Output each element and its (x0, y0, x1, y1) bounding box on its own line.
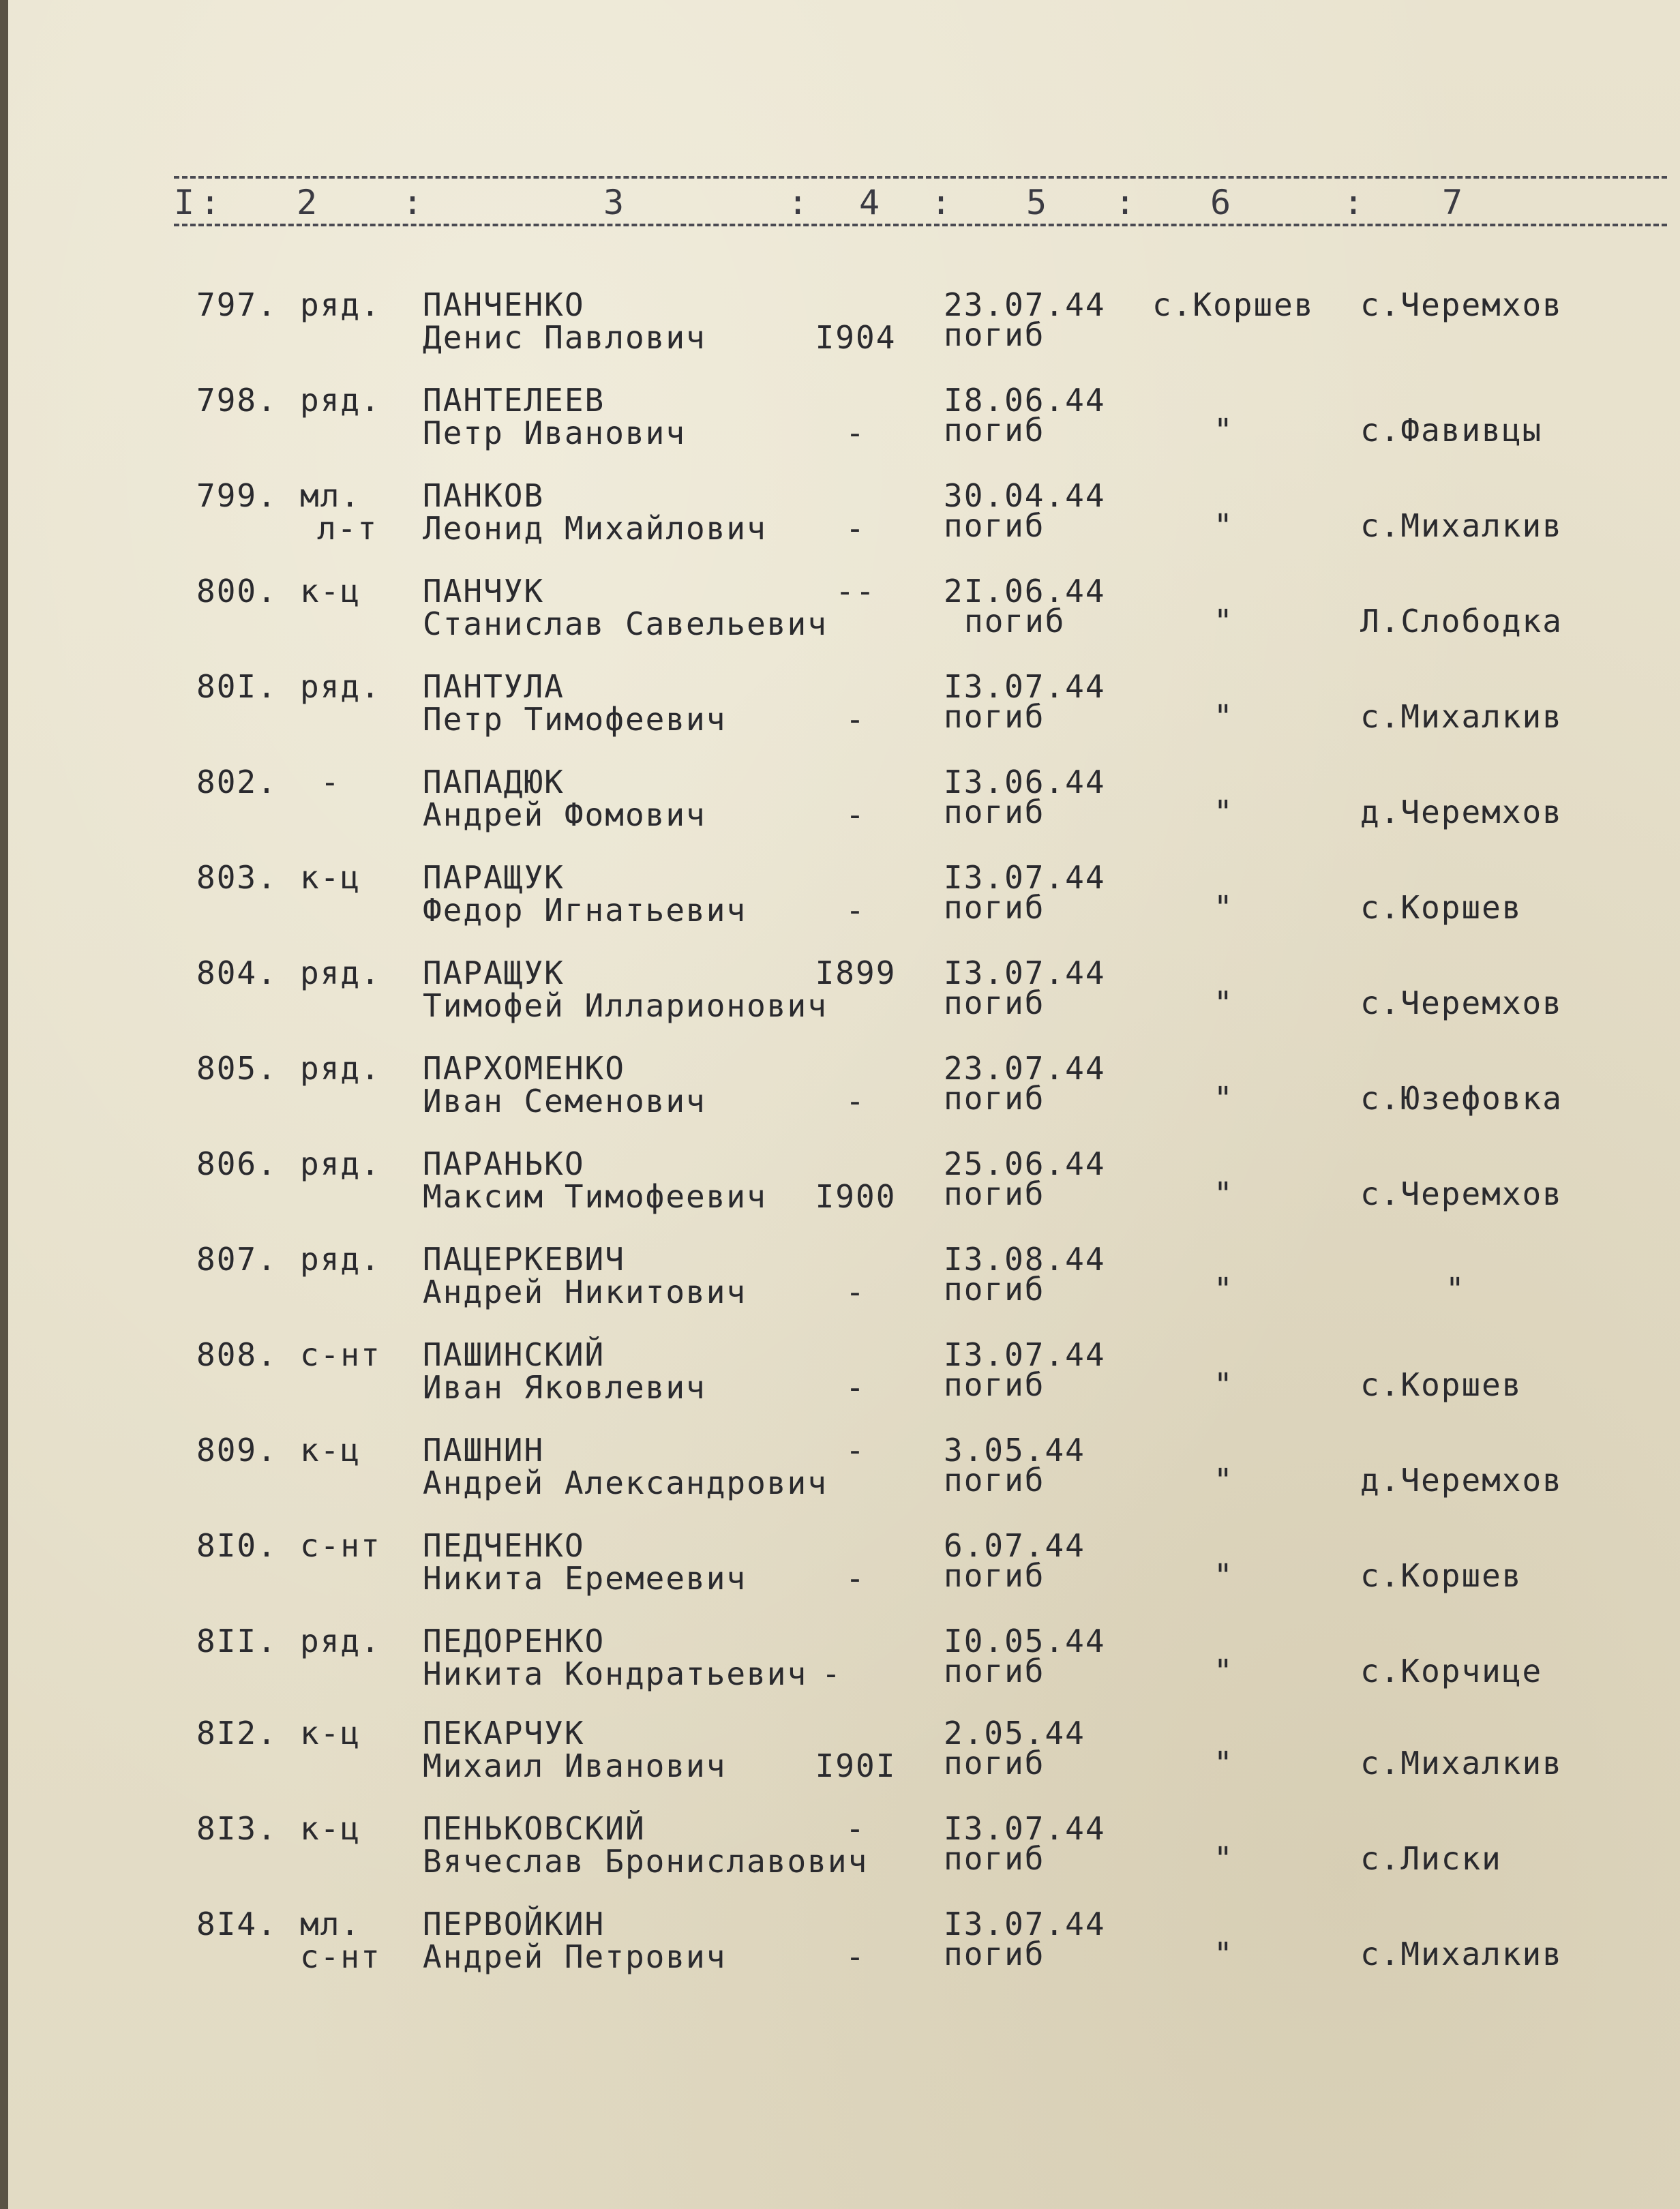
place-column-7: с.Михалкив (1360, 507, 1563, 544)
column-number-1: I (174, 183, 195, 222)
rank: ряд. (300, 1145, 381, 1182)
surname: ПАПАДЮК (423, 764, 565, 800)
ditto-mark: " (1214, 985, 1234, 1021)
column-separator: : (1115, 183, 1136, 222)
given-name: Михаил Иванович (423, 1747, 727, 1784)
rank: к-ц (300, 1715, 361, 1752)
death-date: I0.05.44 (944, 1623, 1106, 1659)
birth-year: I899 (815, 955, 897, 991)
rank: с-нт (300, 1527, 381, 1564)
table-row (0, 1715, 1680, 1797)
status: погиб (944, 1653, 1045, 1689)
death-date: 25.06.44 (944, 1145, 1106, 1182)
column-number-4: 4 (859, 183, 880, 222)
surname: ПЕНЬКОВСКИЙ (423, 1810, 646, 1847)
rank-continued: л-т (317, 510, 378, 547)
given-name: Петр Тимофеевич (423, 701, 727, 738)
ditto-mark: " (1214, 1936, 1234, 1972)
birth-year: - (845, 1083, 866, 1119)
table-row (0, 955, 1680, 1036)
given-name: Иван Семенович (423, 1083, 706, 1119)
death-date: 6.07.44 (944, 1527, 1085, 1564)
table-row (0, 382, 1680, 464)
table-row (0, 286, 1680, 368)
place-column-7: с.Юзефовка (1360, 1080, 1563, 1117)
status: погиб (944, 794, 1045, 830)
death-date: 2I.06.44 (944, 573, 1106, 610)
status: погиб (944, 1175, 1045, 1212)
place-column-7: с.Коршев (1360, 1557, 1522, 1594)
record-number: 797. (196, 286, 278, 323)
surname: ПАРАЩУК (423, 859, 565, 896)
death-date: I3.07.44 (944, 859, 1106, 896)
rank: ряд. (300, 1241, 381, 1278)
surname: ПАНКОВ (423, 477, 545, 514)
table-row (0, 668, 1680, 750)
status: погиб (944, 316, 1045, 353)
surname: ПЕДЧЕНКО (423, 1527, 585, 1564)
place-column-7: с.Черемхов (1360, 286, 1563, 323)
given-name: Андрей Петрович (423, 1938, 727, 1975)
death-date: 30.04.44 (944, 477, 1106, 514)
status: погиб (944, 1840, 1045, 1877)
status: погиб (944, 1745, 1045, 1782)
given-name: Максим Тимофеевич (423, 1178, 767, 1215)
given-name: Петр Иванович (423, 415, 687, 451)
given-name: Тимофей Илларионович (423, 987, 828, 1024)
death-date: I3.07.44 (944, 1336, 1106, 1373)
record-number: 8I4. (196, 1906, 278, 1942)
place-column-7: Л.Слободка (1360, 603, 1563, 640)
status: погиб (944, 507, 1045, 544)
rank: ряд. (300, 286, 381, 323)
status: погиб (944, 698, 1045, 735)
record-number: 807. (196, 1241, 278, 1278)
surname: ПАНЧУК (423, 573, 545, 610)
birth-year: - (845, 1274, 866, 1310)
surname: ПАШИНСКИЙ (423, 1336, 605, 1373)
ditto-mark: " (1214, 1175, 1234, 1212)
column-separator: : (787, 183, 809, 222)
given-name: Андрей Фомович (423, 796, 706, 833)
column-header (174, 183, 1667, 224)
table-row (0, 1145, 1680, 1227)
table-row (0, 1336, 1680, 1418)
ditto-mark: " (1214, 1462, 1234, 1499)
birth-year: - (845, 1369, 866, 1406)
ditto-mark: " (1214, 1653, 1234, 1689)
death-date: I3.07.44 (944, 1810, 1106, 1847)
birth-year: - (845, 796, 866, 833)
status: погиб (944, 1366, 1045, 1403)
death-date: I3.06.44 (944, 764, 1106, 800)
death-date: I3.07.44 (944, 955, 1106, 991)
place-column-7: с.Михалкив (1360, 1745, 1563, 1782)
given-name: Вячеслав Брониславович (423, 1843, 869, 1880)
rank: к-ц (300, 573, 361, 610)
ditto-mark: " (1214, 507, 1234, 544)
column-separator: : (200, 183, 221, 222)
place-column-7: с.Черемхов (1360, 985, 1563, 1021)
ditto-mark: " (1214, 889, 1234, 926)
ditto-mark: " (1214, 1557, 1234, 1594)
record-number: 800. (196, 573, 278, 610)
status: погиб (944, 1080, 1045, 1117)
rank: ряд. (300, 1050, 381, 1087)
given-name: Никита Еремеевич (423, 1560, 747, 1597)
birth-year: - (845, 1810, 866, 1847)
status: погиб (964, 603, 1066, 640)
header-rule-top (174, 176, 1667, 179)
place-column-7: с.Фавивцы (1360, 412, 1543, 449)
table-row (0, 764, 1680, 845)
death-date: 23.07.44 (944, 286, 1106, 323)
birth-year: - (845, 892, 866, 929)
death-date: I3.07.44 (944, 1906, 1106, 1942)
ditto-mark: " (1214, 1080, 1234, 1117)
given-name: Андрей Никитович (423, 1274, 747, 1310)
birth-year: I904 (815, 319, 897, 356)
status: погиб (944, 1557, 1045, 1594)
table-row (0, 859, 1680, 941)
birth-year: I90I (815, 1747, 897, 1784)
surname: ПАРХОМЕНКО (423, 1050, 625, 1087)
table-row (0, 573, 1680, 655)
record-number: 799. (196, 477, 278, 514)
ditto-mark: " (1214, 794, 1234, 830)
given-name: Никита Кондратьевич (423, 1655, 808, 1692)
ditto-mark: " (1214, 603, 1234, 640)
place-column-7: с.Михалкив (1360, 698, 1563, 735)
status: погиб (944, 1462, 1045, 1499)
ditto-mark: " (1445, 1271, 1466, 1308)
place-column-6: с.Коршев (1152, 286, 1315, 323)
death-date: I8.06.44 (944, 382, 1106, 419)
place-column-7: с.Михалкив (1360, 1936, 1563, 1972)
ditto-mark: " (1214, 1271, 1234, 1308)
rank: к-ц (300, 1432, 361, 1469)
rank: ряд. (300, 382, 381, 419)
record-number: 802. (196, 764, 278, 800)
record-number: 803. (196, 859, 278, 896)
rank: с-нт (300, 1336, 381, 1373)
status: погиб (944, 412, 1045, 449)
given-name: Станислав Савельевич (423, 605, 828, 642)
place-column-7: д.Черемхов (1360, 1462, 1563, 1499)
birth-year: - (845, 1938, 866, 1975)
ditto-mark: " (1214, 1840, 1234, 1877)
table-row (0, 1623, 1680, 1704)
place-column-7: с.Коршев (1360, 1366, 1522, 1403)
status: погиб (944, 1936, 1045, 1972)
surname: ПАНТУЛА (423, 668, 565, 705)
surname: ПЕДОРЕНКО (423, 1623, 605, 1659)
surname: ПАШНИН (423, 1432, 545, 1469)
place-column-7: с.Лиски (1360, 1840, 1502, 1877)
column-number-5: 5 (1026, 183, 1047, 222)
rank: мл. (300, 477, 361, 514)
column-number-6: 6 (1210, 183, 1231, 222)
record-number: 8I2. (196, 1715, 278, 1752)
status: погиб (944, 1271, 1045, 1308)
surname: ПАНЧЕНКО (423, 286, 585, 323)
birth-year: - (845, 701, 866, 738)
table-row (0, 1050, 1680, 1132)
column-separator: : (402, 183, 423, 222)
place-column-7: д.Черемхов (1360, 794, 1563, 830)
surname: ПАРАЩУК (423, 955, 565, 991)
rank: к-ц (300, 1810, 361, 1847)
record-number: 808. (196, 1336, 278, 1373)
rank: ряд. (300, 1623, 381, 1659)
record-number: 806. (196, 1145, 278, 1182)
rank: ряд. (300, 955, 381, 991)
given-name: Леонид Михайлович (423, 510, 767, 547)
table-row (0, 477, 1680, 559)
birth-year: - (845, 415, 866, 451)
table-row (0, 1432, 1680, 1514)
rank: к-ц (300, 859, 361, 896)
given-name: Иван Яковлевич (423, 1369, 706, 1406)
death-date: 23.07.44 (944, 1050, 1106, 1087)
death-date: 2.05.44 (944, 1715, 1085, 1752)
death-date: 3.05.44 (944, 1432, 1085, 1469)
surname: ПЕРВОЙКИН (423, 1906, 605, 1942)
table-row (0, 1527, 1680, 1609)
column-separator: : (1343, 183, 1364, 222)
given-name: Федор Игнатьевич (423, 892, 747, 929)
record-number: 8I0. (196, 1527, 278, 1564)
birth-year: - (822, 1655, 842, 1692)
table-row (0, 1906, 1680, 1987)
header-rule-bottom (174, 224, 1667, 226)
birth-year: I900 (815, 1178, 897, 1215)
surname: ПАЦЕРКЕВИЧ (423, 1241, 625, 1278)
record-number: 80I. (196, 668, 278, 705)
record-number: 8I3. (196, 1810, 278, 1847)
column-number-7: 7 (1442, 183, 1463, 222)
place-column-7: с.Коршев (1360, 889, 1522, 926)
rank: ряд. (300, 668, 381, 705)
rank: - (320, 764, 341, 800)
ditto-mark: " (1214, 698, 1234, 735)
status: погиб (944, 985, 1045, 1021)
ditto-mark: " (1214, 412, 1234, 449)
birth-year: -- (835, 573, 876, 610)
record-number: 804. (196, 955, 278, 991)
record-number: 8II. (196, 1623, 278, 1659)
record-number: 805. (196, 1050, 278, 1087)
death-date: I3.08.44 (944, 1241, 1106, 1278)
place-column-7: с.Черемхов (1360, 1175, 1563, 1212)
column-number-3: 3 (603, 183, 625, 222)
ditto-mark: " (1214, 1366, 1234, 1403)
rank: мл. (300, 1906, 361, 1942)
death-date: I3.07.44 (944, 668, 1106, 705)
record-number: 809. (196, 1432, 278, 1469)
place-column-7: с.Корчице (1360, 1653, 1543, 1689)
column-number-2: 2 (297, 183, 318, 222)
surname: ПЕКАРЧУК (423, 1715, 585, 1752)
table-row (0, 1241, 1680, 1323)
record-number: 798. (196, 382, 278, 419)
birth-year: - (845, 1432, 866, 1469)
table-row (0, 1810, 1680, 1892)
status: погиб (944, 889, 1045, 926)
given-name: Денис Павлович (423, 319, 706, 356)
column-separator: : (931, 183, 952, 222)
rank-continued: с-нт (300, 1938, 381, 1975)
birth-year: - (845, 510, 866, 547)
surname: ПАНТЕЛЕЕВ (423, 382, 605, 419)
given-name: Андрей Александрович (423, 1464, 828, 1501)
surname: ПАРАНЬКО (423, 1145, 585, 1182)
birth-year: - (845, 1560, 866, 1597)
ditto-mark: " (1214, 1745, 1234, 1782)
